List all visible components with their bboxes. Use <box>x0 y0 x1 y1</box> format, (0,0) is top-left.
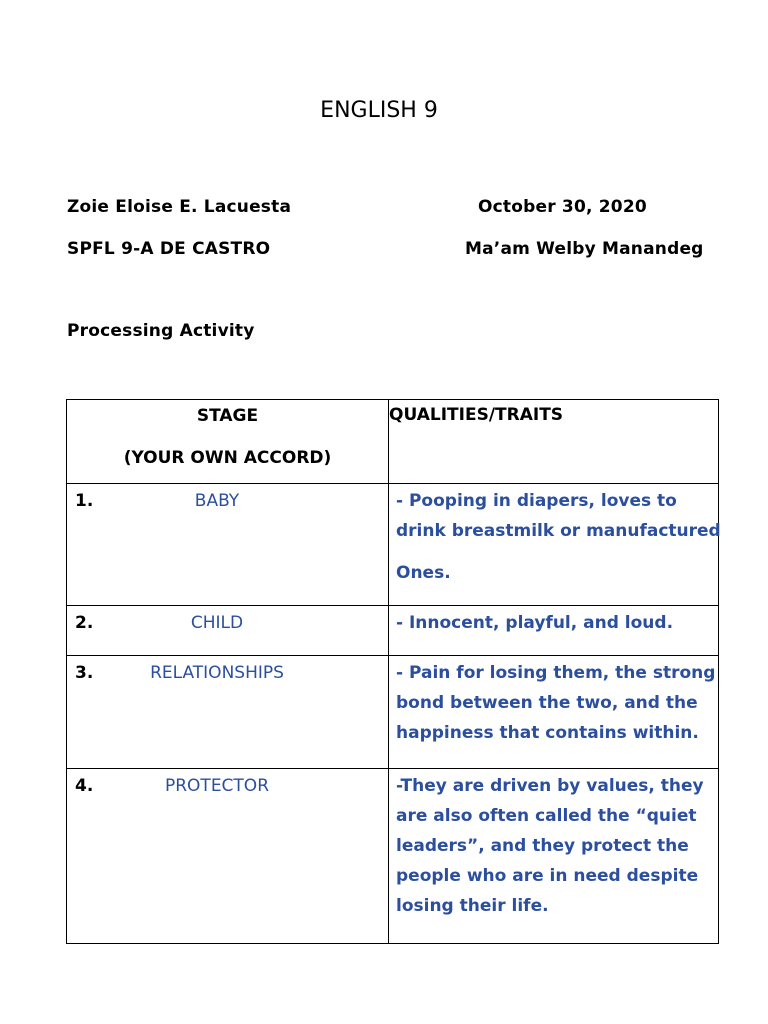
student-name: Zoie Eloise E. Lacuesta <box>67 197 292 217</box>
traits-line: -They are driven by values, they <box>396 776 704 796</box>
traits-line: bond between the two, and the <box>396 693 698 713</box>
stage-name: PROTECTOR <box>164 776 270 796</box>
traits-cell <box>389 606 719 656</box>
traits-line: losing their life. <box>396 896 549 916</box>
stage-cell <box>67 484 389 606</box>
row-number: 2. <box>75 613 94 633</box>
traits-line: drink breastmilk or manufactured <box>396 521 721 541</box>
traits-line: - Pooping in diapers, loves to <box>396 491 677 511</box>
traits-cell <box>389 484 719 606</box>
traits-cell <box>389 769 719 944</box>
traits-line: - Pain for losing them, the strong <box>396 663 716 683</box>
stage-cell <box>67 656 389 769</box>
stages-table <box>66 399 719 944</box>
traits-line: leaders”, and they protect the <box>396 836 689 856</box>
class-section: SPFL 9-A DE CASTRO <box>67 239 271 259</box>
document-title: ENGLISH 9 <box>320 98 438 123</box>
activity-title: Processing Activity <box>67 321 255 341</box>
header-traits: QUALITIES/TRAITS <box>389 400 719 484</box>
table-row <box>67 484 719 606</box>
stage-cell <box>67 769 389 944</box>
table-row <box>67 656 719 769</box>
row-number: 4. <box>75 776 94 796</box>
header-stage: STAGE <box>196 406 259 426</box>
stage-name: BABY <box>194 491 240 511</box>
traits-cell <box>389 656 719 769</box>
teacher-name: Ma’am Welby Manandeg <box>465 239 704 259</box>
stage-name: RELATIONSHIPS <box>150 663 284 683</box>
table-row <box>67 769 719 944</box>
header-stage-sub: (YOUR OWN ACCORD) <box>123 448 332 468</box>
stage-name: CHILD <box>190 613 244 633</box>
header-stage-cell <box>67 400 389 484</box>
document-date: October 30, 2020 <box>478 197 647 217</box>
traits-line: happiness that contains within. <box>396 723 699 743</box>
traits-line: - Innocent, playful, and loud. <box>396 613 674 633</box>
table-row <box>67 606 719 656</box>
traits-line: are also often called the “quiet <box>396 806 697 826</box>
stage-cell <box>67 606 389 656</box>
row-number: 3. <box>75 663 94 683</box>
table-header-row <box>67 400 719 484</box>
traits-line: people who are in need despite <box>396 866 699 886</box>
row-number: 1. <box>75 491 94 511</box>
traits-line: Ones. <box>396 563 451 583</box>
